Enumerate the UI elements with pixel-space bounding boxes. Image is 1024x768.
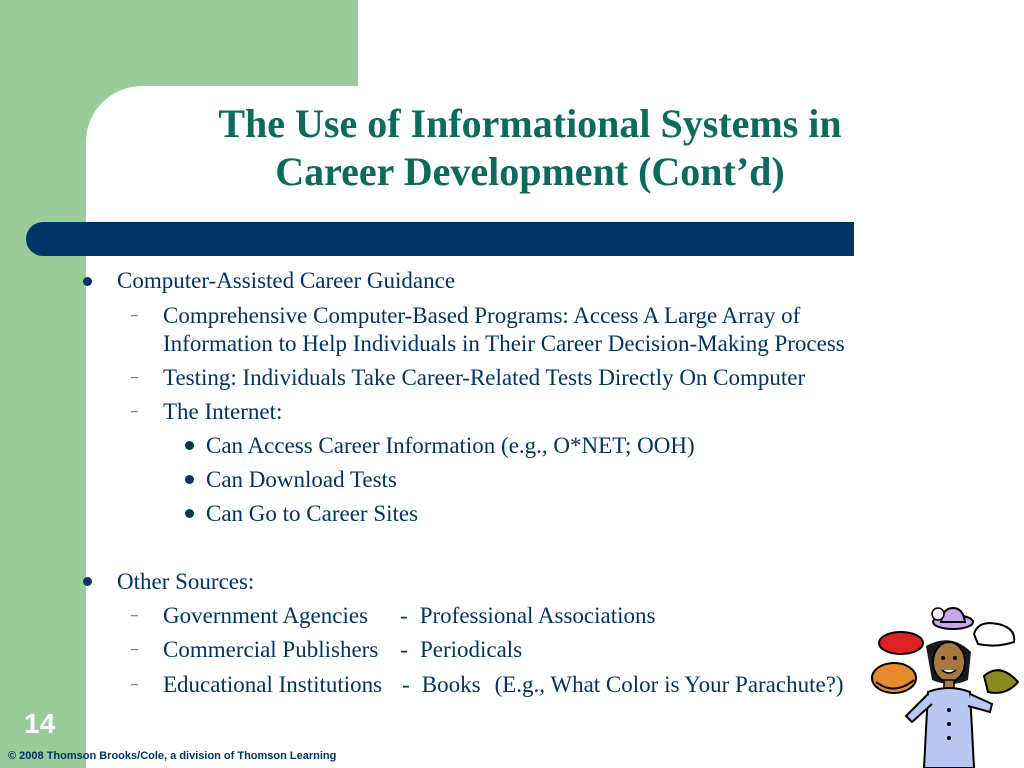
bullet-dot <box>83 577 92 586</box>
dash-marker: – <box>131 308 138 323</box>
books: Books <box>421 672 481 697</box>
other-row-3 <box>163 671 844 699</box>
dash-marker: – <box>131 677 138 692</box>
woman-figure-icon <box>906 640 992 768</box>
title-line-1: The Use of Informational Systems in <box>218 101 842 146</box>
dash-marker: – <box>131 642 138 657</box>
dash-marker: – <box>131 370 138 385</box>
dash-marker: – <box>131 608 138 623</box>
separator: - <box>400 637 408 662</box>
other-row-1 <box>163 602 655 630</box>
purple-hat-icon <box>932 608 973 629</box>
periodicals: Periodicals <box>419 637 523 662</box>
commercial-publishers: Commercial Publishers <box>163 637 379 662</box>
dash-marker: – <box>131 404 138 419</box>
section1-heading: Computer-Assisted Career Guidance <box>117 268 456 293</box>
books-example: (E.g., What Color is Your Parachute?) <box>494 672 844 697</box>
section2-heading: Other Sources: <box>117 569 255 594</box>
sub2: Testing: Individuals Take Career-Related Tests Directly On Computer <box>163 365 806 390</box>
sub3: The Internet: <box>163 399 283 424</box>
separator: - <box>400 603 408 628</box>
bullet-dot <box>185 441 194 450</box>
sub1-line1: Comprehensive Computer-Based Programs: Access A Large Array of <box>163 303 801 328</box>
bullet-dot <box>83 277 92 286</box>
professional-associations: Professional Associations <box>419 603 656 628</box>
slide-title <box>130 100 930 196</box>
internet-item-3: Can Go to Career Sites <box>206 501 419 526</box>
sub1-line2: Information to Help Individuals in Their Career Decision-Making Process <box>163 331 845 356</box>
internet-item-1: Can Access Career Information (e.g., O*NET; OOH) <box>206 433 695 458</box>
bullet-dot <box>185 475 194 484</box>
white-cap-icon <box>974 623 1014 645</box>
title-line-2: Career Development (Cont’d) <box>275 149 785 194</box>
slide-number: 14 <box>24 708 56 739</box>
woman-juggling-hats-clipart <box>856 600 1024 768</box>
orange-hat-icon <box>872 663 916 693</box>
olive-hat-icon <box>984 670 1018 693</box>
title-underline-bar <box>26 222 854 256</box>
separator: - <box>402 672 410 697</box>
red-beret-icon <box>879 632 923 654</box>
government-agencies: Government Agencies <box>163 603 369 628</box>
internet-item-2: Can Download Tests <box>206 467 397 492</box>
other-row-2 <box>163 636 522 664</box>
bullet-dot <box>185 509 194 518</box>
educational-institutions: Educational Institutions <box>163 672 383 697</box>
copyright-notice: © 2008 Thomson Brooks/Cole, a division of Thomson Learning <box>8 750 337 762</box>
